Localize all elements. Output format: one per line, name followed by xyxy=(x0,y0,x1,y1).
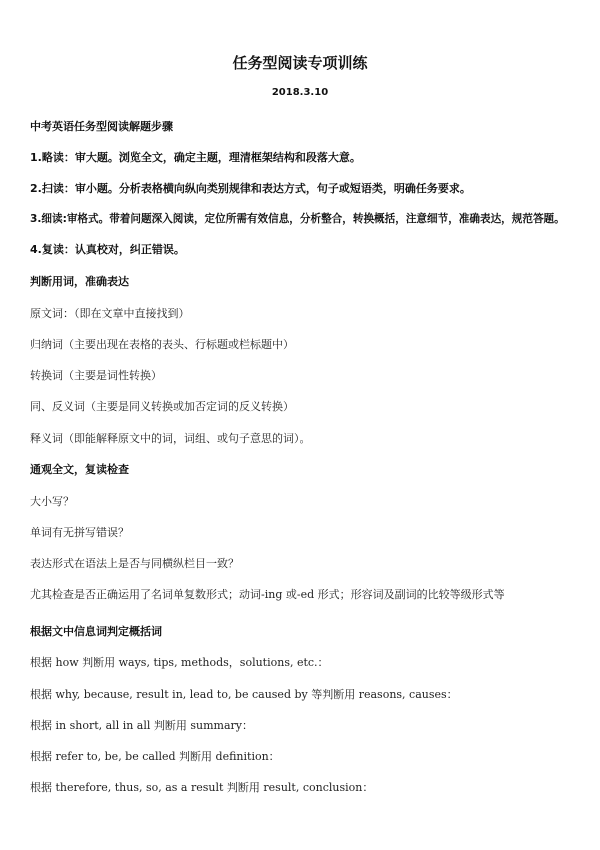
step-item: 3.细读:审格式。带着问题深入阅读，定位所需有效信息，分析整合，转换概括，注意细节，准确表达，规范答题。 xyxy=(30,213,565,225)
step-item: 4.复读：认真校对，纠正错误。 xyxy=(30,243,185,256)
step-item: 2.扫读：审小题。分析表格横向纵向类别规律和表达方式，句子或短语类，明确任务要求。 xyxy=(30,182,471,195)
step-item: 1.略读：审大题。浏览全文，确定主题，理清框架结构和段落大意。 xyxy=(30,151,361,164)
keyword-rule: 根据 therefore, thus, so, as a result 判断用 result, conclusion： xyxy=(30,781,374,794)
section-heading-check: 通观全文，复读检查 xyxy=(30,463,129,476)
document-date: 2018.3.10 xyxy=(271,87,329,98)
wording-item: 释义词（即能解释原文中的词，词组、或句子意思的词）。 xyxy=(30,432,311,445)
wording-item: 原文词：（即在文章中直接找到） xyxy=(30,307,190,320)
check-item: 表达形式在语法上是否与同横纵栏目一致？ xyxy=(30,557,239,570)
wording-item: 同、反义词（主要是同义转换或加否定词的反义转换） xyxy=(30,400,294,413)
keyword-rule: 根据 refer to, be, be called 判断用 definition： xyxy=(30,750,280,763)
check-item: 尤其检查是否正确运用了名词单复数形式；动词-ing 或-ed 形式；形容词及副词的比较等级形式等 xyxy=(30,588,505,601)
keyword-rule: 根据 in short, all in all 判断用 summary： xyxy=(30,719,254,732)
section-heading-keywords: 根据文中信息词判定概括词 xyxy=(30,625,162,638)
check-item: 大小写？ xyxy=(30,495,74,508)
section-heading-steps: 中考英语任务型阅读解题步骤 xyxy=(30,120,173,133)
document-title: 任务型阅读专项训练 xyxy=(232,54,368,72)
wording-item: 归纳词（主要出现在表格的表头、行标题或栏标题中） xyxy=(30,338,294,351)
keyword-rule: 根据 why, because, result in, lead to, be caused by 等判断用 reasons, causes： xyxy=(30,688,458,701)
keyword-rule: 根据 how 判断用 ways, tips, methods，solutions, etc.： xyxy=(30,656,329,669)
wording-item: 转换词（主要是词性转换） xyxy=(30,369,162,382)
check-item: 单词有无拼写错误？ xyxy=(30,526,129,539)
section-heading-wording: 判断用词，准确表达 xyxy=(30,275,129,288)
